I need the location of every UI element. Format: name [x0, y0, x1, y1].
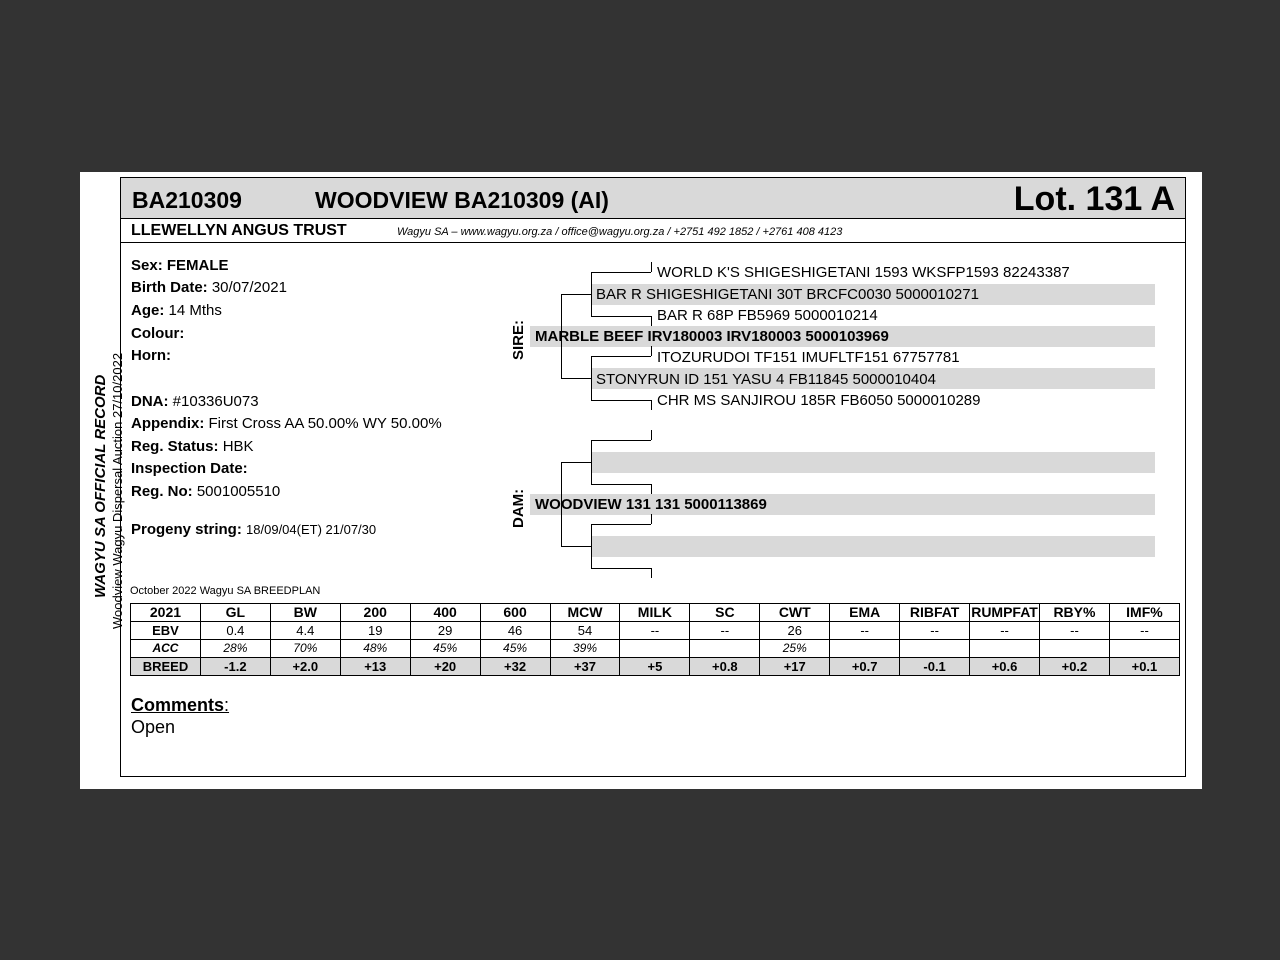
breedplan-cell: --	[1039, 622, 1109, 640]
comments-text: Open	[131, 717, 176, 737]
breedplan-cell	[690, 640, 760, 658]
breedplan-row-ebv	[131, 622, 1180, 640]
breedplan-cell: 45%	[410, 640, 480, 658]
breedplan-cell: 46	[480, 622, 550, 640]
side-title: WAGYU SA OFFICIAL RECORD	[92, 374, 109, 598]
breedplan-cell: -0.1	[900, 658, 970, 676]
breedplan-cell: +20	[410, 658, 480, 676]
breedplan-cell: --	[620, 622, 690, 640]
breedplan-cell: +0.8	[690, 658, 760, 676]
breedplan-cell: -1.2	[200, 658, 270, 676]
breedplan-cell: 54	[550, 622, 620, 640]
breedplan-col-header: MCW	[550, 604, 620, 622]
breedplan-cell: +37	[550, 658, 620, 676]
appendix-value: First Cross AA 50.00% WY 50.00%	[208, 415, 442, 432]
lot-number: Lot. 131 A	[1013, 180, 1175, 218]
breedplan-cell: 25%	[760, 640, 830, 658]
breedplan-col-header: 400	[410, 604, 480, 622]
inspection-date-row: Inspection Date:	[131, 460, 248, 477]
breedplan-cell: 26	[760, 622, 830, 640]
sire-sire-sire-name: WORLD K'S SHIGESHIGETANI 1593 WKSFP1593 82243387	[657, 264, 1070, 281]
breedplan-cell	[1109, 640, 1179, 658]
breedplan-cell	[900, 640, 970, 658]
animal-name: WOODVIEW BA210309 (AI)	[315, 187, 609, 213]
breedplan-col-header: 600	[480, 604, 550, 622]
birth-date-row: Birth Date: 30/07/2021	[131, 279, 287, 296]
breedplan-row-label: BREED	[131, 658, 201, 676]
animal-record-card	[120, 177, 1186, 777]
breedplan-title: October 2022 Wagyu SA BREEDPLAN	[130, 585, 321, 597]
breedplan-row-label: EBV	[131, 622, 201, 640]
breedplan-col-header: SC	[690, 604, 760, 622]
dna-row: DNA: #10336U073	[131, 393, 259, 410]
breedplan-cell: 70%	[270, 640, 340, 658]
breedplan-cell: 39%	[550, 640, 620, 658]
sire-dam-sire-name: ITOZURUDOI TF151 IMUFLTF151 67757781	[657, 349, 960, 366]
reg-no-row: Reg. No: 5001005510	[131, 483, 281, 500]
breedplan-col-header: BW	[270, 604, 340, 622]
breedplan-cell	[830, 640, 900, 658]
animal-code: BA210309	[132, 187, 242, 213]
age-row: Age: 14 Mths	[131, 302, 222, 319]
sex-row: Sex: FEMALE	[131, 257, 229, 274]
breedplan-cell: +0.7	[830, 658, 900, 676]
breedplan-cell: 29	[410, 622, 480, 640]
breedplan-cell: 28%	[200, 640, 270, 658]
breedplan-cell: +17	[760, 658, 830, 676]
breedplan-cell: --	[970, 622, 1040, 640]
dna-value: #10336U073	[172, 393, 259, 410]
breedplan-col-header: GL	[200, 604, 270, 622]
breedplan-cell	[970, 640, 1040, 658]
owner-row	[121, 219, 1185, 243]
sire-name: MARBLE BEEF IRV180003 IRV180003 5000103969	[535, 328, 889, 345]
breedplan-cell: --	[830, 622, 900, 640]
breedplan-cell: --	[690, 622, 760, 640]
breedplan-cell: +2.0	[270, 658, 340, 676]
reg-status-row: Reg. Status: HBK	[131, 438, 254, 455]
breedplan-table	[130, 603, 1180, 676]
appendix-row: Appendix: First Cross AA 50.00% WY 50.00%	[131, 415, 442, 432]
sire-dam-dam-name: CHR MS SANJIROU 185R FB6050 5000010289	[657, 392, 981, 409]
breedplan-year: 2021	[131, 604, 201, 622]
breedplan-cell: 4.4	[270, 622, 340, 640]
breedplan-cell: --	[1109, 622, 1179, 640]
breedplan-cell: +5	[620, 658, 690, 676]
reg-status-value: HBK	[222, 438, 254, 455]
dam-label: DAM:	[510, 488, 527, 528]
record-header	[121, 178, 1185, 219]
breedplan-col-header: MILK	[620, 604, 690, 622]
side-subtitle: Woodview Wagyu Dispersal Auction 27/10/2022	[110, 352, 125, 629]
breedplan-col-header: EMA	[830, 604, 900, 622]
breedplan-cell: +13	[340, 658, 410, 676]
owner-name: LLEWELLYN ANGUS TRUST	[131, 222, 347, 239]
breedplan-cell	[1039, 640, 1109, 658]
sire-label: SIRE:	[510, 319, 527, 360]
reg-no-value: 5001005510	[196, 483, 281, 500]
breedplan-cell: 48%	[340, 640, 410, 658]
breedplan-col-header: CWT	[760, 604, 830, 622]
breedplan-cell: 19	[340, 622, 410, 640]
comments-label: Comments:	[131, 695, 230, 715]
breedplan-cell: 0.4	[200, 622, 270, 640]
sire-dam-name: STONYRUN ID 151 YASU 4 FB11845 5000010404	[596, 371, 936, 388]
breedplan-row-label: ACC	[131, 640, 201, 658]
breedplan-row-acc	[131, 640, 1180, 658]
breedplan-col-header: RUMPFAT	[971, 604, 1038, 620]
sex-value: FEMALE	[166, 257, 229, 274]
breedplan-cell: +0.6	[970, 658, 1040, 676]
breedplan-col-header: RIBFAT	[900, 604, 970, 622]
birth-date-value: 30/07/2021	[211, 279, 287, 296]
dam-dam-band	[591, 536, 1155, 557]
dam-sire-band	[591, 452, 1155, 473]
side-caption	[80, 172, 125, 789]
breedplan-col-header: RBY%	[1039, 604, 1109, 622]
progeny-row: Progeny string: 18/09/04(ET) 21/07/30	[131, 521, 377, 538]
breedplan-header-row	[131, 604, 1180, 622]
breedplan-cell	[620, 640, 690, 658]
progeny-value: 18/09/04(ET) 21/07/30	[246, 522, 377, 537]
sire-sire-name: BAR R SHIGESHIGETANI 30T BRCFC0030 5000010271	[596, 286, 979, 303]
breedplan-cell: +0.2	[1039, 658, 1109, 676]
breedplan-cell: --	[900, 622, 970, 640]
breedplan-cell: +0.1	[1109, 658, 1179, 676]
colour-row: Colour:	[131, 325, 185, 342]
breedplan-row-breed	[131, 658, 1180, 676]
breedplan-col-header: 200	[340, 604, 410, 622]
breedplan-col-header: IMF%	[1109, 604, 1179, 622]
dam-name: WOODVIEW 131 131 5000113869	[535, 496, 767, 513]
contact-info: Wagyu SA – www.wagyu.org.za / office@wagyu.org.za / +2751 492 1852 / +2761 408 4123	[397, 226, 843, 238]
age-value: 14 Mths	[168, 302, 222, 319]
horn-row: Horn:	[131, 347, 171, 364]
breedplan-cell: +32	[480, 658, 550, 676]
breedplan-cell: 45%	[480, 640, 550, 658]
sire-sire-dam-name: BAR R 68P FB5969 5000010214	[657, 307, 878, 324]
